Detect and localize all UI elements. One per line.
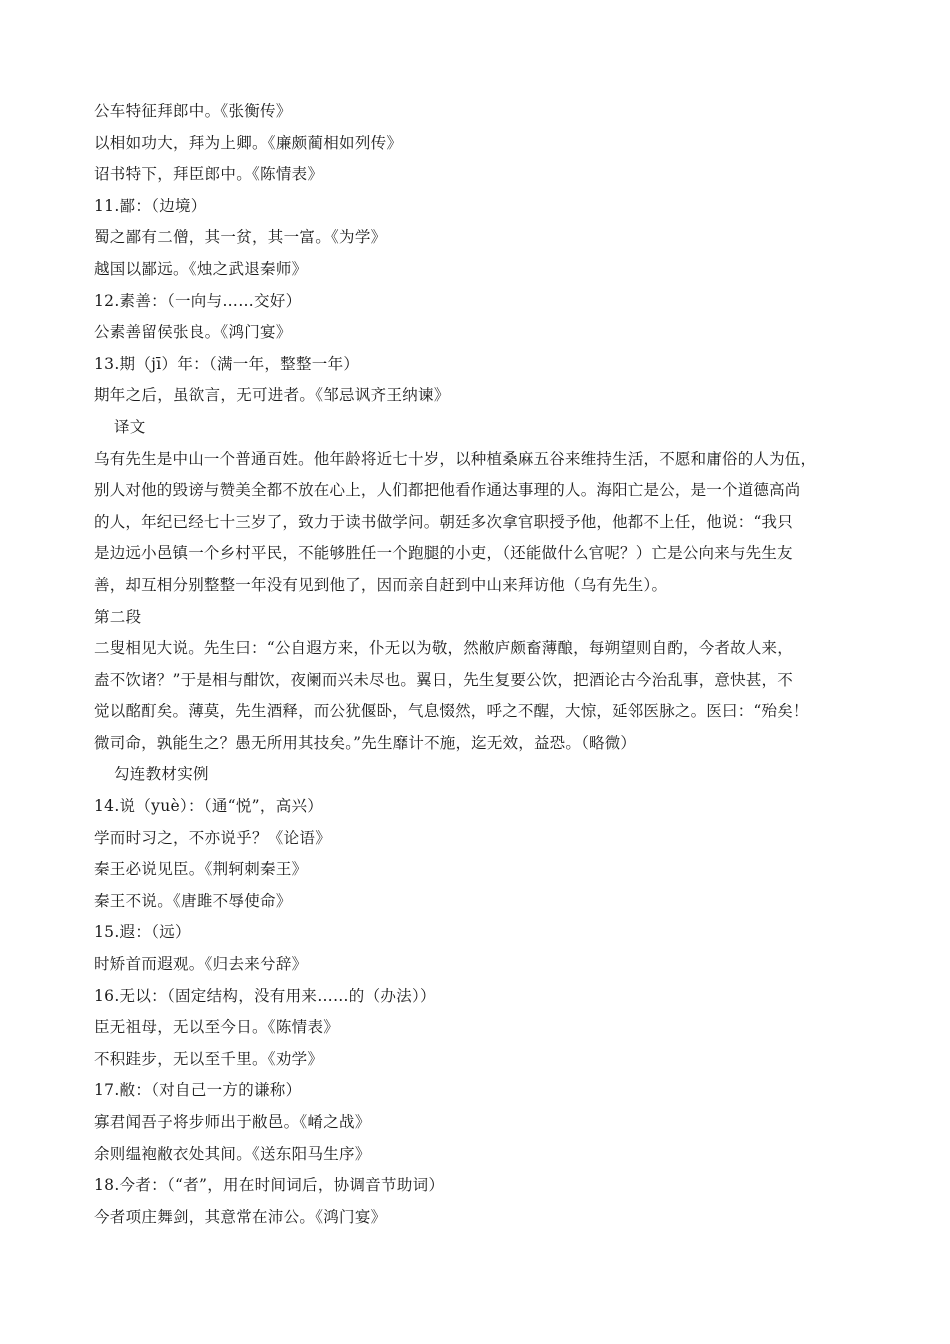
paragraph-line: 是边远小邑镇一个乡村平民，不能够胜任一个跑腿的小吏，（还能做什么官呢？）亡是公向来与先生友 bbox=[94, 544, 793, 563]
text-line: 公车特征拜郎中。《张衡传》 bbox=[94, 102, 292, 120]
text-line: 越国以鄙远。《烛之武退秦师》 bbox=[94, 259, 308, 278]
text-line: 以相如功大，拜为上卿。《廉颇蔺相如列传》 bbox=[94, 133, 403, 152]
text-line: 诏书特下，拜臣郎中。《陈情表》 bbox=[94, 165, 324, 184]
entry-heading: 13.期（jī）年：（满一年，整整一年） bbox=[94, 354, 360, 373]
entry-block-1 bbox=[94, 96, 856, 412]
entry-heading: 15.遐：（远） bbox=[94, 923, 191, 942]
text-line: 公素善留侯张良。《鸿门宴》 bbox=[94, 323, 292, 342]
document-page bbox=[94, 96, 856, 1233]
translation-paragraph bbox=[94, 444, 856, 602]
text-line: 时矫首而遐观。《归去来兮辞》 bbox=[94, 955, 308, 974]
entry-heading: 17.敝：（对自己一方的谦称） bbox=[94, 1081, 302, 1100]
paragraph-line: 别人对他的毁谤与赞美全都不放在心上，人们都把他看作通达事理的人。海阳亡是公，是一个道德高尚 bbox=[94, 481, 801, 500]
text-line: 学而时习之，不亦说乎？《论语》 bbox=[94, 828, 332, 847]
entry-heading: 16.无以：（固定结构，没有用来……的（办法）） bbox=[94, 986, 436, 1005]
text-line: 臣无祖母，无以至今日。《陈情表》 bbox=[94, 1018, 340, 1037]
text-line: 期年之后，虽欲言，无可进者。《邹忌讽齐王纳谏》 bbox=[94, 386, 450, 405]
paragraph-line: 盍不饮诸？”于是相与酣饮，夜阑而兴未尽也。翼日，先生复要公饮，把酒论古今治乱事，意快甚，不 bbox=[94, 670, 793, 689]
entry-block-2 bbox=[94, 791, 856, 1233]
paragraph-line: 二叟相见大说。先生曰：“公自遐方来，仆无以为敬，然敝庐颇畜薄酿，每朔望则自酌，今者故人来， bbox=[94, 639, 793, 658]
paragraph-line: 微司命，孰能生之？愚无所用其技矣。”先生靡计不施，迄无效，益恐。（略微） bbox=[94, 733, 637, 752]
section-heading-examples: 勾连教材实例 bbox=[114, 765, 209, 784]
text-line: 不积跬步，无以至千里。《劝学》 bbox=[94, 1049, 324, 1068]
entry-heading: 12.素善：（一向与……交好） bbox=[94, 291, 302, 310]
text-line: 寡君闻吾子将步师出于敝邑。《崤之战》 bbox=[94, 1113, 371, 1131]
text-line: 秦王必说见臣。《荆轲刺秦王》 bbox=[94, 860, 308, 879]
paragraph-line: 觉以酩酊矣。薄莫，先生酒释，而公犹偃卧，气息惙然，呼之不醒，大惊，延邻医脉之。医曰：“殆矣！ bbox=[94, 702, 809, 721]
entry-heading: 11.鄙：（边境） bbox=[94, 196, 207, 215]
paragraph-line: 乌有先生是中山一个普通百姓。他年龄将近七十岁，以种植桑麻五谷来维持生活，不愿和庸俗的人为伍， bbox=[94, 449, 817, 468]
entry-heading: 14.说（yuè）：（通“悦”，高兴） bbox=[94, 797, 324, 816]
paragraph-line: 善，却互相分别整整一年没有见到他了，因而亲自赶到中山来拜访他（乌有先生）。 bbox=[94, 575, 668, 594]
section-heading-second: 第二段 bbox=[94, 607, 142, 626]
paragraph-line: 的人，年纪已经七十三岁了，致力于读书做学问。朝廷多次拿官职授予他，他都不上任，他说：“我只 bbox=[94, 512, 793, 531]
text-line: 今者项庄舞剑，其意常在沛公。《鸿门宴》 bbox=[94, 1207, 387, 1226]
text-line: 余则缊袍敝衣处其间。《送东阳马生序》 bbox=[94, 1144, 371, 1163]
entry-heading: 18.今者：（“者”，用在时间词后，协调音节助词） bbox=[94, 1176, 445, 1195]
text-line: 蜀之鄙有二僧，其一贫，其一富。《为学》 bbox=[94, 228, 387, 247]
section-heading-translation: 译文 bbox=[114, 417, 146, 436]
classical-text-paragraph bbox=[94, 633, 856, 759]
text-line: 秦王不说。《唐雎不辱使命》 bbox=[94, 891, 292, 910]
